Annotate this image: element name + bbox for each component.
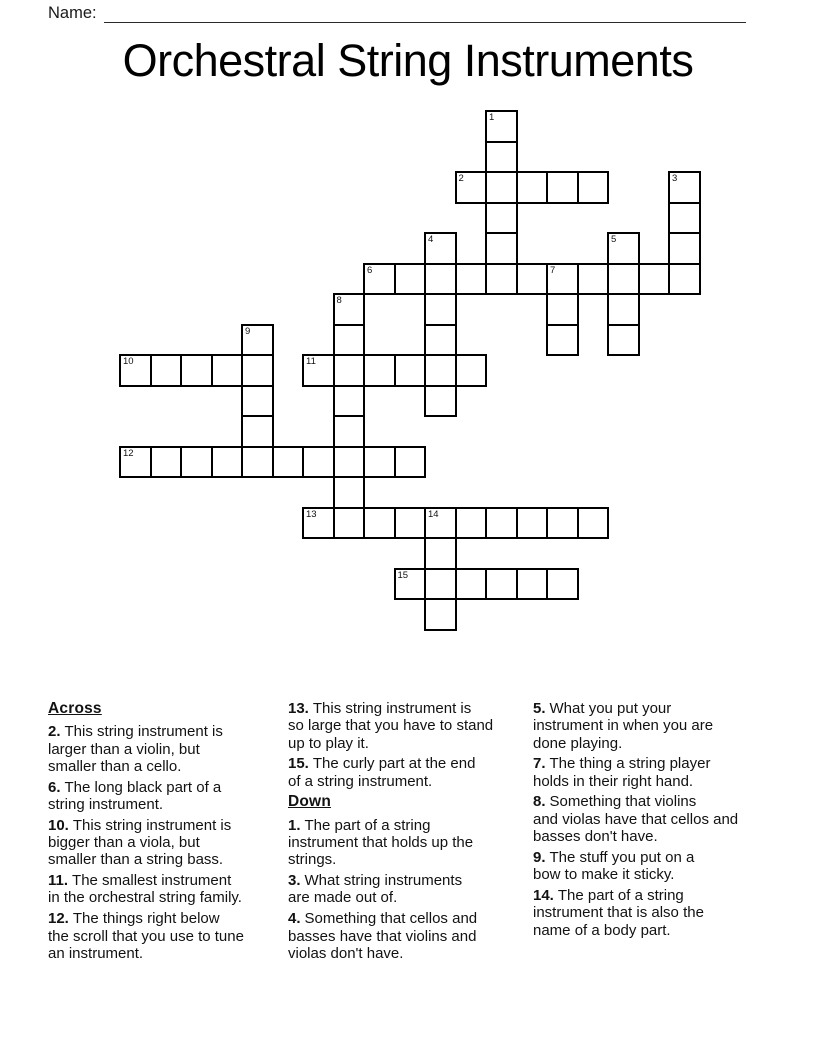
grid-cell bbox=[241, 446, 274, 479]
clue-number: 12. bbox=[48, 910, 69, 928]
clue-text: What string instruments bbox=[304, 872, 463, 890]
clue-line bbox=[533, 793, 778, 810]
clue-text: an instrument. bbox=[48, 944, 144, 962]
grid-cell bbox=[180, 354, 213, 387]
clue-text: are made out of. bbox=[288, 889, 398, 907]
clue-line bbox=[533, 755, 778, 772]
clue-number: 6. bbox=[48, 778, 61, 796]
clue-text: instrument in when you are bbox=[533, 717, 714, 735]
clue-line bbox=[533, 887, 778, 904]
clue-text: This string instrument is bbox=[72, 816, 232, 834]
clue-text: larger than a violin, but bbox=[48, 740, 200, 758]
clue-number: 1. bbox=[288, 816, 301, 834]
clue-text: The things right below bbox=[72, 910, 220, 928]
clue-line bbox=[533, 717, 778, 734]
clue-text: What you put your bbox=[549, 700, 672, 717]
grid-cell bbox=[668, 202, 701, 235]
clue-number: 4. bbox=[288, 910, 301, 928]
grid-cell bbox=[424, 598, 457, 631]
clue-14 bbox=[533, 887, 778, 939]
clue-line bbox=[533, 866, 778, 883]
clue-text: basses have that violins and bbox=[288, 927, 477, 945]
cell-number: 3 bbox=[672, 173, 678, 184]
name-label: Name: bbox=[48, 4, 97, 22]
grid-cell bbox=[546, 171, 579, 204]
clue-number: 7. bbox=[533, 755, 546, 773]
grid-cell bbox=[485, 507, 518, 540]
cell-number: 12 bbox=[123, 447, 134, 459]
grid-cell bbox=[577, 263, 610, 296]
grid-cell bbox=[333, 385, 366, 418]
clue-column-3 bbox=[533, 700, 778, 942]
grid-cell bbox=[455, 263, 488, 296]
clue-line bbox=[288, 755, 531, 772]
clues-down-header: Down bbox=[288, 793, 331, 811]
grid-cell bbox=[119, 354, 152, 387]
clue-line bbox=[48, 945, 286, 962]
grid-cell bbox=[455, 568, 488, 601]
cell-number: 5 bbox=[611, 234, 617, 245]
clue-number: 15. bbox=[288, 755, 309, 773]
clue-text: strings. bbox=[288, 851, 337, 869]
grid-cell bbox=[363, 263, 396, 296]
grid-cell bbox=[424, 385, 457, 418]
grid-cell bbox=[485, 110, 518, 143]
clue-line bbox=[533, 735, 778, 752]
clue-text: This string instrument is bbox=[64, 723, 223, 741]
cell-number: 10 bbox=[123, 356, 134, 367]
clue-line bbox=[288, 717, 531, 734]
grid-cell bbox=[424, 537, 457, 570]
grid-cell bbox=[424, 232, 457, 265]
clue-text: The part of a string bbox=[304, 816, 431, 834]
clue-line bbox=[48, 779, 286, 796]
clue-number: 14. bbox=[533, 886, 554, 904]
grid-cell bbox=[607, 263, 640, 296]
clue-text: The stuff you put on a bbox=[549, 848, 695, 866]
cell-number: 8 bbox=[336, 295, 342, 306]
clue-text: bow to make it sticky. bbox=[533, 866, 675, 884]
clue-line bbox=[288, 817, 531, 834]
clue-line bbox=[48, 741, 286, 758]
clue-2 bbox=[48, 723, 286, 775]
clue-text: instrument that holds up the bbox=[288, 834, 474, 852]
grid-cell bbox=[424, 507, 457, 540]
clue-line bbox=[288, 928, 531, 945]
clue-text: so large that you have to stand bbox=[288, 717, 494, 735]
clue-text: bigger than a viola, but bbox=[48, 834, 200, 852]
grid-cell bbox=[302, 354, 335, 387]
cell-number: 13 bbox=[306, 508, 317, 520]
clue-line bbox=[533, 700, 778, 717]
clue-text: smaller than a cello. bbox=[48, 757, 182, 775]
clue-line bbox=[48, 889, 286, 906]
clue-text: violas don't have. bbox=[288, 944, 404, 962]
clue-text: smaller than a string bass. bbox=[48, 851, 224, 869]
grid-cell bbox=[485, 232, 518, 265]
grid-cell bbox=[607, 232, 640, 265]
cell-number: 6 bbox=[367, 264, 373, 276]
grid-cell bbox=[607, 293, 640, 326]
grid-cell bbox=[363, 354, 396, 387]
cell-number: 15 bbox=[397, 569, 409, 581]
grid-cell bbox=[607, 324, 640, 357]
page-title: Orchestral String Instruments bbox=[122, 35, 694, 86]
cell-number: 2 bbox=[458, 173, 464, 184]
grid-cell bbox=[455, 354, 488, 387]
grid-cell bbox=[241, 354, 274, 387]
clue-line bbox=[48, 834, 286, 851]
clue-text: in the orchestral string family. bbox=[48, 889, 242, 907]
clue-11 bbox=[48, 872, 286, 907]
grid-cell bbox=[516, 507, 549, 540]
grid-cell bbox=[333, 354, 366, 387]
grid-cell bbox=[485, 202, 518, 235]
grid-cell bbox=[333, 324, 366, 357]
clue-4 bbox=[288, 910, 531, 962]
clue-line bbox=[288, 735, 531, 752]
grid-cell bbox=[455, 507, 488, 540]
cell-number: 9 bbox=[245, 325, 251, 337]
clue-line bbox=[288, 872, 531, 889]
grid-cell bbox=[119, 446, 152, 479]
clue-line bbox=[533, 773, 778, 790]
clue-8 bbox=[533, 793, 778, 845]
grid-cell bbox=[394, 354, 427, 387]
clue-text: The smallest instrument bbox=[72, 872, 232, 890]
clue-10 bbox=[48, 817, 286, 869]
clue-column-2 bbox=[288, 700, 531, 966]
grid-cell bbox=[546, 507, 579, 540]
clue-text: and violas have that cellos and bbox=[533, 810, 739, 828]
clue-line bbox=[48, 928, 286, 945]
clue-9 bbox=[533, 849, 778, 884]
clue-line bbox=[48, 910, 286, 927]
grid-cell bbox=[333, 293, 366, 326]
clue-3 bbox=[288, 872, 531, 907]
grid-cell bbox=[241, 415, 274, 448]
clue-line bbox=[48, 851, 286, 868]
grid-cell bbox=[424, 568, 457, 601]
grid-cell bbox=[241, 324, 274, 357]
clue-line bbox=[48, 723, 286, 740]
grid-cell bbox=[333, 507, 366, 540]
grid-cell bbox=[150, 446, 183, 479]
clue-text: up to play it. bbox=[288, 734, 369, 752]
clue-text: The long black part of a bbox=[64, 778, 222, 796]
clue-number: 8. bbox=[533, 793, 546, 811]
grid-cell bbox=[180, 446, 213, 479]
grid-cell bbox=[394, 507, 427, 540]
clue-text: This string instrument is bbox=[312, 700, 472, 717]
grid-cell bbox=[272, 446, 305, 479]
grid-cell bbox=[363, 446, 396, 479]
clue-column-1 bbox=[48, 700, 286, 966]
clue-text: instrument that is also the bbox=[533, 904, 704, 922]
grid-cell bbox=[211, 446, 244, 479]
grid-cell bbox=[546, 324, 579, 357]
clue-7 bbox=[533, 755, 778, 790]
clue-text: holds in their right hand. bbox=[533, 772, 694, 790]
grid-cell bbox=[485, 568, 518, 601]
clue-text: basses don't have. bbox=[533, 828, 658, 846]
clue-line bbox=[533, 811, 778, 828]
grid-cell bbox=[485, 141, 518, 174]
cell-number: 1 bbox=[489, 112, 495, 123]
clue-text: The thing a string player bbox=[549, 755, 711, 773]
clue-line bbox=[288, 889, 531, 906]
clue-line bbox=[288, 773, 531, 790]
clue-line bbox=[533, 849, 778, 866]
grid-cell bbox=[577, 507, 610, 540]
clue-text: The curly part at the end bbox=[312, 755, 476, 773]
clue-line bbox=[288, 700, 531, 717]
grid-cell bbox=[302, 446, 335, 479]
cell-number: 11 bbox=[306, 356, 316, 367]
grid-cell bbox=[668, 232, 701, 265]
clues-across-header: Across bbox=[48, 700, 102, 717]
clue-text: Something that violins bbox=[549, 793, 697, 811]
grid-cell bbox=[394, 263, 427, 296]
clue-line bbox=[48, 872, 286, 889]
clue-text: the scroll that you use to tune bbox=[48, 927, 244, 945]
grid-cell bbox=[516, 171, 549, 204]
grid-cell bbox=[668, 263, 701, 296]
grid-cell bbox=[424, 263, 457, 296]
clue-number: 11. bbox=[48, 872, 69, 890]
clue-line bbox=[288, 945, 531, 962]
grid-cell bbox=[485, 171, 518, 204]
clue-text: done playing. bbox=[533, 734, 623, 752]
grid-cell bbox=[150, 354, 183, 387]
grid-cell bbox=[455, 171, 488, 204]
grid-cell bbox=[546, 568, 579, 601]
clue-line bbox=[288, 910, 531, 927]
grid-cell bbox=[424, 324, 457, 357]
grid-cell bbox=[668, 171, 701, 204]
grid-cell bbox=[424, 354, 457, 387]
grid-cell bbox=[333, 476, 366, 509]
clue-line bbox=[533, 922, 778, 939]
clue-text: Something that cellos and bbox=[304, 910, 478, 928]
grid-cell bbox=[394, 446, 427, 479]
clue-number: 9. bbox=[533, 848, 546, 866]
cell-number: 7 bbox=[550, 264, 556, 276]
clue-6 bbox=[48, 779, 286, 814]
grid-cell bbox=[485, 263, 518, 296]
grid-cell bbox=[241, 385, 274, 418]
grid-cell bbox=[516, 263, 549, 296]
clue-number: 13. bbox=[288, 700, 309, 717]
clue-line bbox=[48, 817, 286, 834]
clue-line bbox=[288, 851, 531, 868]
grid-cell bbox=[302, 507, 335, 540]
grid-cell bbox=[424, 293, 457, 326]
grid-cell bbox=[363, 507, 396, 540]
clue-number: 5. bbox=[533, 700, 546, 717]
grid-cell bbox=[638, 263, 671, 296]
grid-cell bbox=[394, 568, 427, 601]
clue-line bbox=[48, 758, 286, 775]
clue-number: 10. bbox=[48, 816, 69, 834]
clue-line bbox=[288, 834, 531, 851]
clue-number: 3. bbox=[288, 872, 301, 890]
clue-number: 2. bbox=[48, 723, 61, 741]
clue-text: string instrument. bbox=[48, 795, 164, 813]
grid-cell bbox=[546, 263, 579, 296]
clue-1 bbox=[288, 817, 531, 869]
clue-5 bbox=[533, 700, 778, 752]
cell-number: 4 bbox=[428, 234, 434, 245]
clue-text: The part of a string bbox=[557, 886, 684, 904]
grid-cell bbox=[211, 354, 244, 387]
clue-line bbox=[48, 796, 286, 813]
grid-cell bbox=[577, 171, 610, 204]
clue-12 bbox=[48, 910, 286, 962]
clue-15 bbox=[288, 755, 531, 790]
cell-number: 14 bbox=[428, 508, 439, 520]
grid-cell bbox=[333, 446, 366, 479]
clue-line bbox=[533, 904, 778, 921]
clue-text: of a string instrument. bbox=[288, 772, 433, 790]
grid-cell bbox=[546, 293, 579, 326]
clue-text: name of a body part. bbox=[533, 921, 671, 939]
grid-cell bbox=[333, 415, 366, 448]
clue-line bbox=[533, 828, 778, 845]
grid-cell bbox=[516, 568, 549, 601]
clue-13 bbox=[288, 700, 531, 752]
